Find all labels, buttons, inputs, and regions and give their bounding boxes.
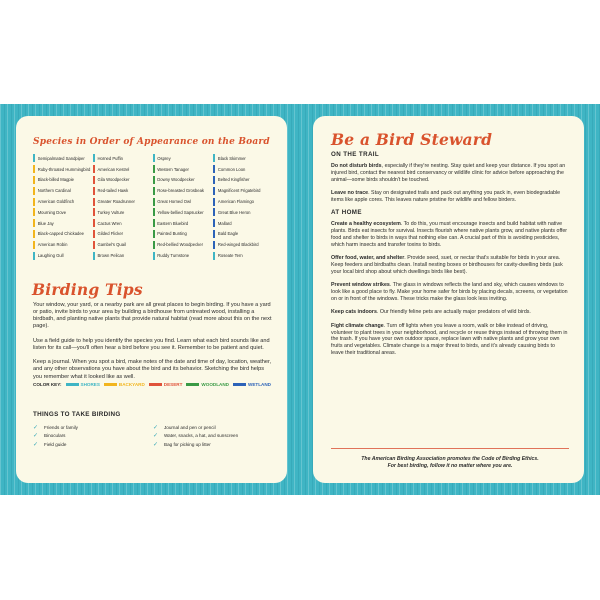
species-name: Belted Kingfisher xyxy=(217,177,250,183)
steward-tip-text: . Provide seed, suet, or nectar that's suitable for birds in your area. Keep feeders and birdbaths clean. Install nesting boxes or birdhouses for cavity-dwelling birds (ask your local bird shop about which dwellings birds like best). xyxy=(331,255,563,275)
habitat-swatch xyxy=(153,176,155,184)
steward-body xyxy=(331,152,569,364)
species-name: Great Blue Heron xyxy=(217,209,251,215)
species-item xyxy=(33,207,93,218)
habitat-swatch xyxy=(33,208,35,216)
steward-tip xyxy=(331,323,569,358)
species-name: Western Tanager xyxy=(157,166,189,172)
things-item xyxy=(33,423,153,432)
species-name: Laughing Gull xyxy=(37,253,64,259)
steward-tip-text: . Stay on designated trails and pack out anything you pack in, even biodegradable items like apple cores. This leaves nature pristine for wildlife and fellow birders. xyxy=(331,190,561,203)
habitat-swatch xyxy=(33,187,35,195)
color-key-item-label: WOODLAND xyxy=(201,382,229,387)
things-item xyxy=(33,440,153,449)
species-name: Magnificent Frigatebird xyxy=(217,188,261,194)
species-name: Horned Puffin xyxy=(97,155,123,161)
things-item xyxy=(153,432,273,441)
things-list xyxy=(33,423,273,449)
species-name: Gila Woodpecker xyxy=(97,177,130,183)
steward-tip-lead: Create a healthy ecosystem xyxy=(331,221,401,228)
species-item xyxy=(213,153,273,164)
species-column xyxy=(93,153,153,261)
species-item xyxy=(213,250,273,261)
habitat-swatch xyxy=(93,187,95,195)
habitat-swatch xyxy=(93,208,95,216)
species-name: Red-bellied Woodpecker xyxy=(157,242,203,248)
things-item-label: Water, snacks, a hat, and sunscreen xyxy=(164,433,239,439)
species-item xyxy=(93,185,153,196)
checkmark-icon: ✓ xyxy=(33,441,39,448)
habitat-swatch xyxy=(93,230,95,238)
habitat-swatch xyxy=(93,241,95,249)
things-item-label: Field guide xyxy=(44,441,67,447)
species-name: Painted Bunting xyxy=(157,231,187,237)
things-item-label: Friends or family xyxy=(44,424,78,430)
species-name: Gilded Flicker xyxy=(97,231,124,237)
species-column xyxy=(33,153,93,261)
species-item xyxy=(153,218,214,229)
species-name: Black-capped Chickadee xyxy=(37,231,85,237)
habitat-swatch xyxy=(93,176,95,184)
steward-tip-lead: Fight climate change xyxy=(331,322,384,329)
habitat-swatch xyxy=(153,165,155,173)
species-item xyxy=(213,207,273,218)
species-item xyxy=(153,207,214,218)
steward-tip-text: . The glass in windows reflects the land and sky, which causes windows to look like a good place to fly. Make your home safer for birds by placing decals, screens, or vegetation on or in front of the windows. These tricks make the glass look less inviting. xyxy=(331,282,568,303)
habitat-swatch xyxy=(213,165,215,173)
species-name: Eastern Bluebird xyxy=(157,220,189,226)
habitat-swatch xyxy=(33,252,35,260)
species-item xyxy=(153,239,214,250)
species-item xyxy=(93,207,153,218)
species-item xyxy=(93,196,153,207)
habitat-swatch xyxy=(213,230,215,238)
habitat-swatch xyxy=(153,252,155,260)
things-item xyxy=(153,423,273,432)
species-name: American Robin xyxy=(37,242,68,248)
species-name: Gambel's Quail xyxy=(97,242,126,248)
paragraph: Keep a journal. When you spot a bird, make notes of the date and time of day, location, weather, and any other observations you have about the bird and its behavior. Sketching the bird helps you remember what it looked like as well. xyxy=(33,359,272,380)
species-name: Brown Pelican xyxy=(97,253,125,259)
habitat-swatch xyxy=(33,241,35,249)
habitat-swatch xyxy=(213,198,215,206)
species-name: Northern Cardinal xyxy=(37,188,71,194)
trail-items xyxy=(331,163,569,204)
species-name: Rose-breasted Grosbeak xyxy=(157,188,205,194)
steward-tip-lead: Keep cats indoors xyxy=(331,309,377,316)
habitat-swatch xyxy=(153,208,155,216)
species-item xyxy=(33,196,93,207)
species-list xyxy=(33,153,273,261)
species-name: Downy Woodpecker xyxy=(157,177,195,183)
things-column xyxy=(153,423,273,449)
species-name: Semipalmated Sandpiper xyxy=(37,155,85,161)
habitat-swatch xyxy=(33,176,35,184)
species-item xyxy=(33,229,93,240)
habitat-swatch xyxy=(153,198,155,206)
species-item xyxy=(93,153,153,164)
habitat-swatch xyxy=(153,187,155,195)
divider xyxy=(331,448,569,449)
steward-tip-lead: Prevent window strikes xyxy=(331,282,390,289)
steward-tip-lead: Offer food, water, and shelter xyxy=(331,255,405,262)
species-name: Black Skimmer xyxy=(217,155,246,161)
species-name: Cactus Wren xyxy=(97,220,122,226)
species-name: Common Loon xyxy=(217,166,246,172)
species-item xyxy=(153,196,214,207)
home-heading: AT HOME xyxy=(331,209,362,217)
species-item xyxy=(33,218,93,229)
birding-tips-body xyxy=(33,302,273,388)
steward-tip xyxy=(331,309,569,316)
color-key-item-label: BACKYARD xyxy=(118,382,145,387)
color-key-item-label: DESERT xyxy=(163,382,183,387)
habitat-swatch xyxy=(213,154,215,162)
things-item xyxy=(33,432,153,441)
species-item xyxy=(213,239,273,250)
species-item xyxy=(93,229,153,240)
habitat-swatch xyxy=(33,154,35,162)
checkmark-icon: ✓ xyxy=(153,433,159,440)
species-name: Osprey xyxy=(157,155,171,161)
species-item xyxy=(153,185,214,196)
habitat-swatch xyxy=(213,208,215,216)
birding-tips-title: Birding Tips xyxy=(32,280,143,299)
species-item xyxy=(153,175,214,186)
species-item xyxy=(93,218,153,229)
species-name: Yellow-bellied Sapsucker xyxy=(157,209,204,215)
trail-heading: ON THE TRAIL xyxy=(331,151,380,158)
habitat-swatch xyxy=(93,219,95,227)
habitat-swatch xyxy=(213,241,215,249)
species-item xyxy=(153,153,214,164)
habitat-swatch xyxy=(153,219,155,227)
steward-tip xyxy=(331,190,569,204)
species-name: Red-tailed Hawk xyxy=(97,188,129,194)
species-item xyxy=(153,164,214,175)
ethics-line: The American Birding Association promotes the Code of Birding Ethics. xyxy=(361,456,539,462)
species-item xyxy=(33,250,93,261)
birding-ethics-note xyxy=(331,456,569,470)
ethics-line: For best birding, follow it no matter where you are. xyxy=(387,463,513,469)
steward-title: Be a Bird Steward xyxy=(331,130,493,149)
species-column xyxy=(213,153,273,261)
things-item xyxy=(153,440,273,449)
species-item xyxy=(93,175,153,186)
steward-tip xyxy=(331,282,569,303)
habitat-swatch xyxy=(213,252,215,260)
steward-tip xyxy=(331,221,569,249)
things-heading: THINGS TO TAKE BIRDING xyxy=(33,411,121,418)
things-column xyxy=(33,423,153,449)
species-name: Great Horned Owl xyxy=(157,199,191,205)
habitat-swatch xyxy=(93,252,95,260)
species-name: Ruby-throated Hummingbird xyxy=(37,166,91,172)
habitat-swatch xyxy=(213,219,215,227)
habitat-swatch xyxy=(213,176,215,184)
species-title: Species in Order of Appearance on the Board xyxy=(33,137,270,147)
species-name: Roseate Tern xyxy=(217,253,243,259)
species-item xyxy=(153,229,214,240)
species-item xyxy=(93,239,153,250)
species-item xyxy=(93,250,153,261)
steward-tip-lead: Do not disturb birds xyxy=(331,162,382,169)
species-name: Black-billed Magpie xyxy=(37,177,74,183)
paragraph: Use a field guide to help you identify the species you find. Learn what each bird sounds like and listen for its call—you'll often hear a bird before you see it. Remember to be patient and quiet. xyxy=(33,337,270,351)
steward-tip-lead: Leave no trace xyxy=(331,190,369,197)
habitat-swatch xyxy=(93,165,95,173)
species-name: Blue Jay xyxy=(37,220,54,226)
species-name: Mourning Dove xyxy=(37,209,67,215)
species-item xyxy=(213,218,273,229)
species-item xyxy=(213,164,273,175)
habitat-swatch xyxy=(33,198,35,206)
species-item xyxy=(213,185,273,196)
left-page xyxy=(16,116,287,483)
species-name: Greater Roadrunner xyxy=(97,199,135,205)
checkmark-icon: ✓ xyxy=(153,441,159,448)
habitat-swatch xyxy=(33,219,35,227)
steward-tip-text: , especially if they're nesting. Stay quiet and keep your distance. If you spot an injured bird, contact the nearest bird conservancy or wildlife clinic for advice before approaching the animal—some birds shouldn't be touched. xyxy=(331,162,566,183)
species-item xyxy=(213,175,273,186)
species-name: Red-winged Blackbird xyxy=(217,242,259,248)
species-item xyxy=(213,229,273,240)
checkmark-icon: ✓ xyxy=(153,424,159,431)
habitat-swatch xyxy=(213,187,215,195)
species-name: Ruddy Turnstone xyxy=(157,253,190,259)
habitat-swatch xyxy=(153,230,155,238)
habitat-swatch xyxy=(33,230,35,238)
paragraph: Your window, your yard, or a nearby park are all great places to begin birding. If you have a yard or patio, invite birds to your area by building a birdhouse from untreated wood, installing a birdbath, and planting native plants that provide natural habitat (read more about this on the next page). xyxy=(33,302,272,330)
species-item xyxy=(33,239,93,250)
steward-tip xyxy=(331,163,569,184)
species-name: Mallard xyxy=(217,220,232,226)
species-name: American Kestrel xyxy=(97,166,130,172)
steward-tip-text: . Turn off lights when you leave a room, walk or bike instead of driving, volunteer to plant trees in your neighborhood, and recycle or reuse things instead of throwing them in the trash. If you have your own outdoor space, replace lawn with native plants and grow your own fruits and vegetables. Climate change is a major threat to birds, and it's already causing birds to leave their traditional areas. xyxy=(331,322,568,357)
things-item-label: Binoculars xyxy=(44,433,66,439)
steward-tip-text: . Our friendly feline pets are actually major predators of wild birds. xyxy=(376,309,531,316)
things-item-label: Journal and pen or pencil xyxy=(164,424,216,430)
species-column xyxy=(153,153,214,261)
habitat-swatch xyxy=(93,154,95,162)
things-item-label: Bag for picking up litter xyxy=(164,441,211,447)
habitat-swatch xyxy=(153,241,155,249)
species-item xyxy=(33,175,93,186)
checkmark-icon: ✓ xyxy=(33,433,39,440)
species-name: American Goldfinch xyxy=(37,199,75,205)
habitat-swatch xyxy=(33,165,35,173)
steward-tip xyxy=(331,255,569,276)
species-item xyxy=(93,164,153,175)
species-item xyxy=(33,164,93,175)
color-key-item-label: WETLAND xyxy=(247,382,271,387)
species-name: American Flamingo xyxy=(217,199,254,205)
checkmark-icon: ✓ xyxy=(33,424,39,431)
species-item xyxy=(213,196,273,207)
habitat-swatch xyxy=(93,198,95,206)
color-key-label: COLOR KEY: xyxy=(33,382,62,387)
species-item xyxy=(33,153,93,164)
right-page xyxy=(313,116,584,483)
species-item xyxy=(33,185,93,196)
species-name: Turkey Vulture xyxy=(97,209,125,215)
home-items xyxy=(331,221,569,357)
color-key-item-label: SHORES xyxy=(80,382,100,387)
species-name: Bald Eagle xyxy=(217,231,239,237)
steward-tip-text: . To do this, you must encourage insects and build habitat with native plants. Birds eat insects for survival. Insects flourish where native plants grow, and native plants offer food and shelter to birds in ways that nothing else can. A crucial part of this is avoiding pesticides, which harm insects and transfer toxins to birds. xyxy=(331,221,568,248)
species-item xyxy=(153,250,214,261)
habitat-swatch xyxy=(153,154,155,162)
